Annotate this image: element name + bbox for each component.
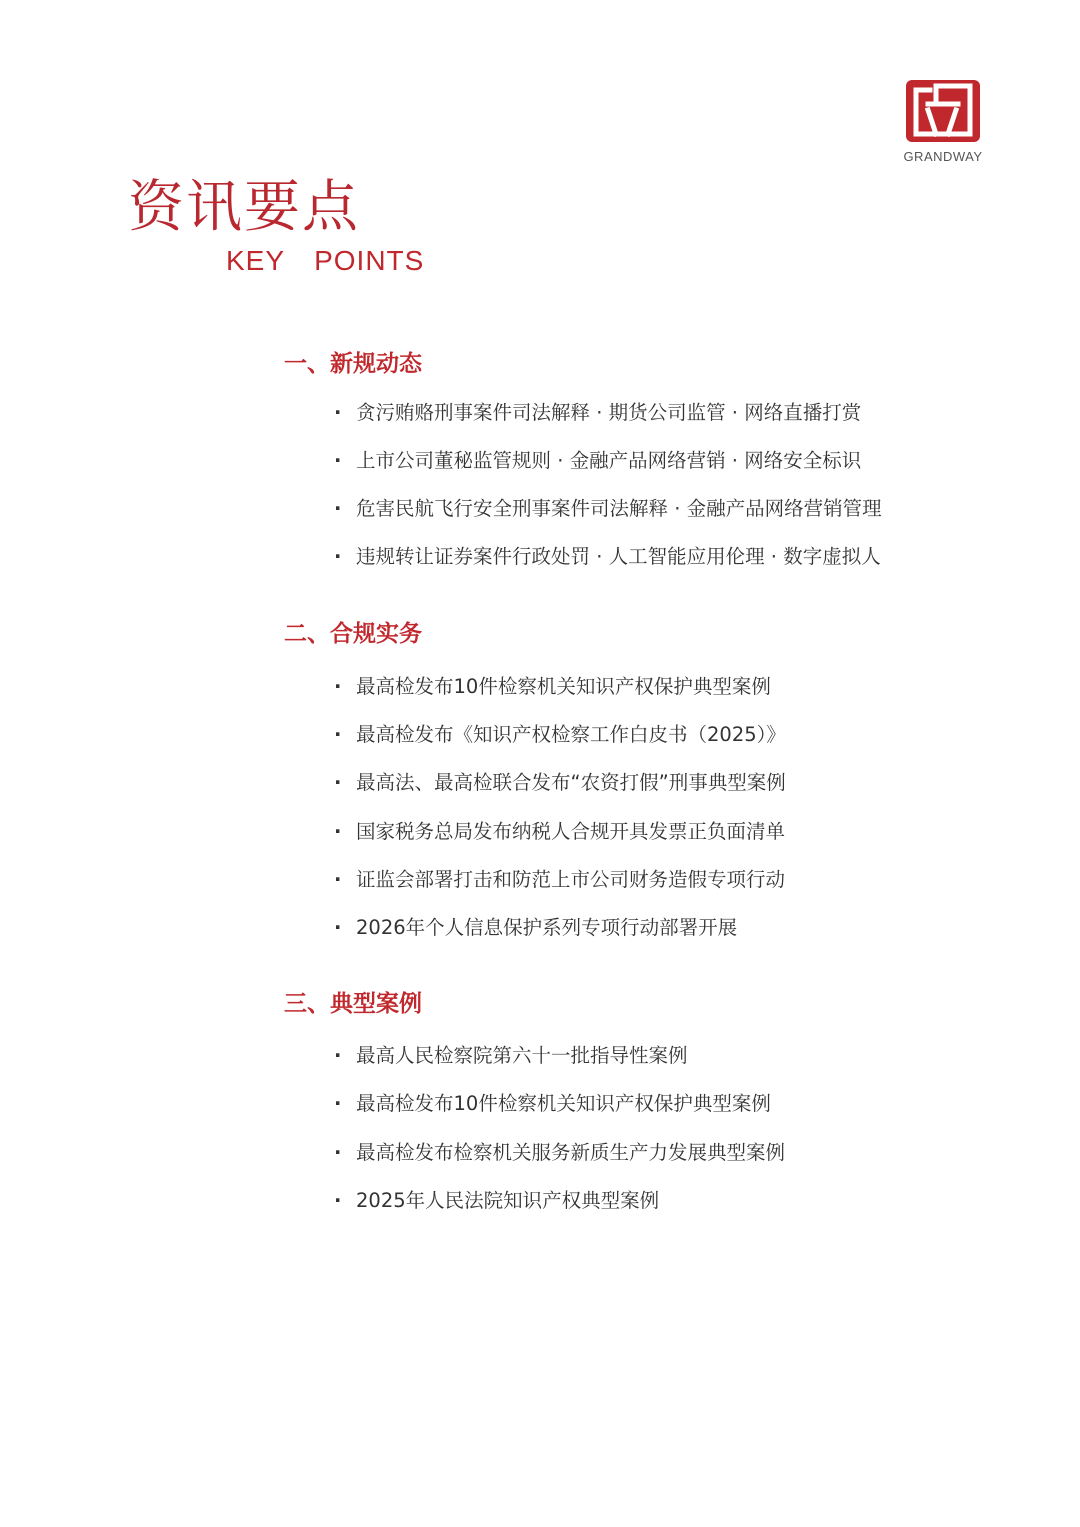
list-item[interactable]: · 最高人民检察院第六十一批指导性案例 xyxy=(284,1043,785,1091)
list-item[interactable]: · 危害民航飞行安全刑事案件司法解释 · 金融产品网络营销管理 xyxy=(284,496,882,544)
list-item[interactable]: · 2026年个人信息保护系列专项行动部署开展 xyxy=(284,915,786,963)
list-item[interactable]: · 最高检发布检察机关服务新质生产力发展典型案例 xyxy=(284,1140,785,1188)
section-new-regulations xyxy=(284,348,882,592)
page-title-en: KEY POINTS xyxy=(226,245,425,276)
page-title-cn: 资讯要点 xyxy=(128,175,360,240)
list-item[interactable]: · 国家税务总局发布纳税人合规开具发票正负面清单 xyxy=(284,819,786,867)
list-item[interactable]: · 违规转让证券案件行政处罚 · 人工智能应用伦理 · 数字虚拟人 xyxy=(284,544,882,592)
list-item[interactable]: · 最高法、最高检联合发布“农资打假”刑事典型案例 xyxy=(284,770,786,818)
list-item[interactable]: · 最高检发布10件检察机关知识产权保护典型案例 xyxy=(284,1091,785,1139)
section-title: 三、典型案例 xyxy=(284,991,422,1017)
list-item[interactable]: · 贪污贿赂刑事案件司法解释 · 期货公司监管 · 网络直播打赏 xyxy=(284,400,882,448)
list-item[interactable]: · 上市公司董秘监管规则 · 金融产品网络营销 · 网络安全标识 xyxy=(284,448,882,496)
item-list xyxy=(284,674,786,963)
section-compliance-practice xyxy=(284,618,786,963)
section-title: 二、合规实务 xyxy=(284,621,422,647)
list-item[interactable]: · 2025年人民法院知识产权典型案例 xyxy=(284,1188,785,1236)
list-item[interactable]: · 最高检发布10件检察机关知识产权保护典型案例 xyxy=(284,674,786,722)
item-list xyxy=(284,1043,785,1236)
brand-logo xyxy=(898,80,988,164)
section-title: 一、新规动态 xyxy=(284,351,422,377)
item-list xyxy=(284,400,882,592)
list-item[interactable]: · 证监会部署打击和防范上市公司财务造假专项行动 xyxy=(284,867,786,915)
list-item[interactable]: · 最高检发布《知识产权检察工作白皮书（2025）》 xyxy=(284,722,786,770)
grandway-logo-icon xyxy=(906,80,980,142)
logo-wordmark: GRANDWAY xyxy=(903,149,983,164)
section-typical-cases xyxy=(284,988,785,1236)
